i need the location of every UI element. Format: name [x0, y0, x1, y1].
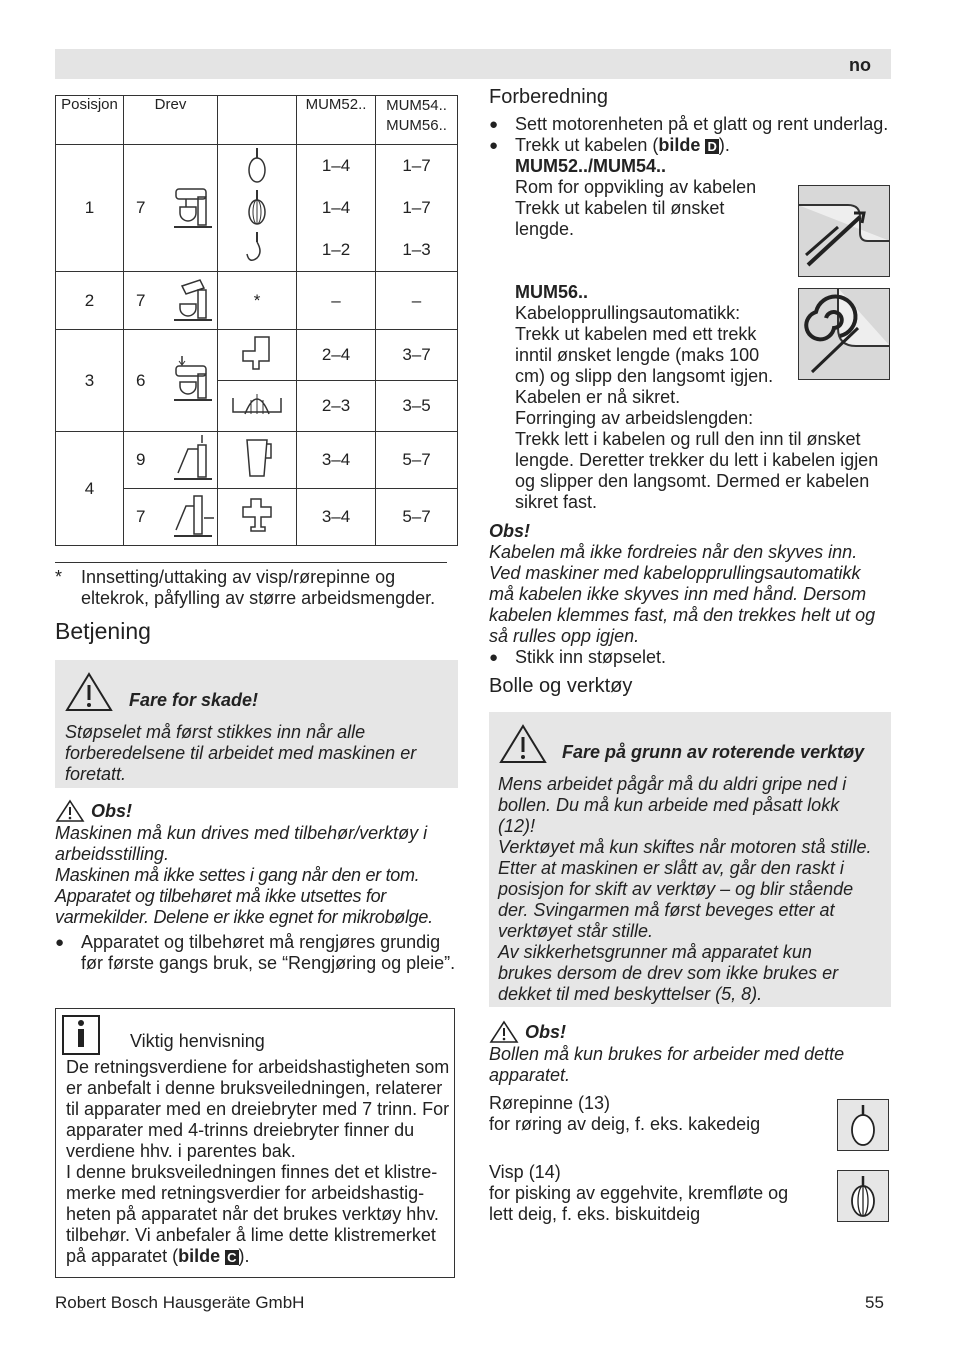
- tool-cell: [218, 489, 297, 546]
- mum56-title: MUM56..: [515, 282, 589, 302]
- position-cell: 1: [56, 145, 124, 272]
- mum52-cell: 2–3: [297, 381, 376, 432]
- drev-cell: [124, 489, 218, 546]
- forberedning-heading: Forberedning: [489, 86, 608, 108]
- rorepinne-text: for røring av deig, f. eks. kakedeig: [489, 1114, 761, 1134]
- tool-cell: [218, 330, 297, 381]
- speed-table: [55, 95, 458, 546]
- list-item: ● Sett motorenheten på et glatt og rent underlag.: [489, 114, 889, 135]
- speed-value: 1–4: [321, 198, 351, 217]
- figure-letter-badge: D: [707, 139, 717, 154]
- obs-title: Obs!: [91, 800, 133, 821]
- header-mum56: MUM56..: [386, 117, 447, 134]
- language-label: no: [849, 55, 871, 75]
- header-mum54: MUM54..: [386, 97, 447, 114]
- tool-cell: [218, 145, 297, 272]
- slicer-icon: [237, 333, 277, 373]
- mum52-cell: –: [297, 272, 376, 330]
- footnote: [55, 567, 455, 609]
- obs-title: Obs!: [489, 521, 531, 541]
- mum54-cell: –: [376, 272, 458, 330]
- meat-grinder-icon: [237, 495, 277, 535]
- machine-position-icon: [172, 183, 214, 233]
- drev-value: 9: [136, 450, 146, 469]
- header-bar: [55, 49, 891, 79]
- obs-text: Maskinen må kun drives med tilbehør/verktøy i arbeidsstilling.: [55, 823, 428, 864]
- obs-text: Kabelen må ikke fordreies når den skyves inn. Ved maskiner med kabelopprullingsautomatikk må kabelen ikke skyves inn med hånd. Dersom kabelen klemmes fast, må den trekkes helt ut og så rulles opp igjen.: [489, 542, 876, 646]
- footnote-text: Innsetting/uttaking av visp/rørepinne og eltekrok, påfylling av større arbeidsmengder.: [81, 567, 436, 608]
- info-text: [66, 1057, 450, 1267]
- warning-triangle-icon: [489, 1020, 519, 1044]
- warning-paragraph: Mens arbeidet pågår må du aldri gripe ned i bollen. Du må kun arbeide med påsatt lokk (12)!: [498, 774, 847, 836]
- mum54-cell: 5–7: [376, 489, 458, 546]
- visp-text: for pisking av eggehvite, kremfløte og lett deig, f. eks. biskuitdeig: [489, 1183, 789, 1224]
- info-paragraph: I denne bruksveiledningen finnes det et klistre-merke med retningsverdier for arbeidshastig-heten på apparatet når det brukes verktøy hhv. tilbehør. Vi anbefaler å lime dette klistremerket på apparatet (bilde C ).: [66, 1162, 439, 1266]
- drev-value: 7: [136, 507, 146, 526]
- footnote-mark: *: [55, 567, 63, 587]
- machine-top-drive-icon: [172, 435, 214, 485]
- page-number: 55: [865, 1293, 884, 1312]
- citrus-press-icon: [229, 384, 285, 424]
- obs-text: Bollen må kun brukes for arbeider med dette apparatet.: [489, 1044, 845, 1085]
- mum5254-title: MUM52../MUM54..: [515, 156, 667, 176]
- table-header-row: [56, 96, 458, 145]
- mum56-text: Trekk lett i kabelen og rull den inn til ønsket lengde. Deretter trekker du lett i kabelen igjen og slipper den langsomt. Dermed er kabelen sikret fast.: [515, 429, 879, 512]
- speed-value: 1–4: [321, 156, 351, 175]
- obs-title: Obs!: [525, 1021, 567, 1042]
- drev-cell: [124, 432, 218, 489]
- drev-cell: [124, 330, 218, 432]
- warning-paragraph: Verktøyet må kun skiftes når motoren stå stille. Etter at maskinen er slått av, går den raskt i posisjon for skift av verktøy – og blir stående der. Svingarmen må først beveges etter at verktøyet står stille.: [498, 837, 872, 941]
- cable-pull-illustration: [798, 185, 890, 277]
- warning-triangle-icon: [65, 672, 113, 712]
- whisk-icon: [837, 1170, 889, 1222]
- info-box: [55, 1008, 455, 1278]
- footer-company: Robert Bosch Hausgeräte GmbH: [55, 1293, 305, 1312]
- tool-cell: [218, 432, 297, 489]
- mum52-cell: 3–4: [297, 489, 376, 546]
- figure-letter-badge: C: [227, 1250, 237, 1265]
- betjening-heading: Betjening: [55, 618, 151, 644]
- table-row: [56, 145, 458, 272]
- tool-cell: *: [218, 272, 297, 330]
- speed-value: 1–3: [402, 240, 431, 259]
- blender-icon: [237, 434, 277, 482]
- warning-text: Støpselet må først stikkes inn når alle forberedelsene til arbeidet med maskinen er foretatt.: [65, 722, 417, 784]
- list-item: ● Stikk inn støpselet.: [489, 647, 889, 668]
- mum54-cell: [376, 145, 458, 272]
- mum54-cell: 3–7: [376, 330, 458, 381]
- mum52-cell: 3–4: [297, 432, 376, 489]
- warning-box: [489, 712, 891, 1007]
- tool-cell: [218, 381, 297, 432]
- warning-box: [55, 660, 458, 788]
- info-paragraph: De retningsverdiene for arbeidshastigheten som er anbefalt i denne bruksveiledningen, relaterer til apparater med en dreiebryter med 7 trinn. For apparater med 4-trinns dreiebryter finner du verdiene hhv. i parentes bak.: [66, 1057, 450, 1161]
- table-row: [56, 432, 458, 489]
- warning-text: [498, 774, 884, 1005]
- bolle-obs: [489, 1020, 889, 1086]
- drev-value: 7: [136, 198, 146, 217]
- drev-value: 6: [136, 370, 146, 390]
- drev-cell: [124, 272, 218, 330]
- machine-position-icon: [172, 356, 214, 406]
- rorepinne-title: Rørepinne (13): [489, 1093, 611, 1113]
- warning-triangle-icon: [55, 799, 85, 823]
- stirrer-icon: [837, 1099, 889, 1151]
- header-mum52: MUM52..: [297, 96, 376, 145]
- info-icon: [62, 1015, 100, 1055]
- forberedning-obs: [489, 521, 889, 668]
- mum54-cell: 5–7: [376, 432, 458, 489]
- warning-paragraph: Av sikkerhetsgrunner må apparatet kun brukes dersom de drev som ikke brukes er dekket til med beskyttelser (5, 8).: [498, 942, 839, 1004]
- position-cell: 3: [56, 330, 124, 432]
- visp-title: Visp (14): [489, 1162, 561, 1182]
- list-item: ● Trekk ut kabelen (bilde D ).: [489, 135, 889, 156]
- position-cell: 4: [56, 432, 124, 546]
- drev-cell: [124, 145, 218, 272]
- footnote-rule: [55, 562, 447, 563]
- warning-triangle-icon: [499, 724, 547, 764]
- speed-value: 1–7: [402, 156, 431, 175]
- header-posisjon: Posisjon: [56, 96, 124, 145]
- speed-value: 1–2: [321, 240, 351, 259]
- mum52-cell: [297, 145, 376, 272]
- mum56-text: Forringing av arbeidslengden:: [515, 408, 754, 428]
- visp-section: [489, 1162, 819, 1225]
- rorepinne-section: [489, 1093, 819, 1135]
- warning-title: Fare for skade!: [129, 690, 259, 710]
- table-row: [56, 272, 458, 330]
- obs-section: [55, 799, 460, 974]
- mum5254-text: Rom for oppvikling av kabelen Trekk ut kabelen til ønsket lengde.: [515, 177, 757, 239]
- header-drev: Drev: [124, 96, 218, 145]
- obs-text: Maskinen må ikke settes i gang når den er tom. Apparatet og tilbehøret må ikke utsettes for varmekilder. Delene er ikke egnet for mikrobølge.: [55, 865, 433, 927]
- info-title: Viktig henvisning: [130, 1031, 265, 1051]
- mum56-text: Kabelopprullingsautomatikk: Trekk ut kabelen med ett trekk inntil ønsket lengde (maks 100 cm) og slipp den langsomt igjen. Kabelen er nå sikret.: [515, 303, 774, 407]
- table-row: [56, 330, 458, 381]
- list-item: ● Apparatet og tilbehøret må rengjøres grundig før første gangs bruk, se “Rengjøring og pleie”.: [55, 932, 460, 974]
- speed-value: 1–7: [402, 198, 431, 217]
- header-tool: [218, 96, 297, 145]
- header-mum54-56: [376, 96, 458, 145]
- machine-side-drive-icon: [172, 492, 214, 542]
- bolle-heading: Bolle og verktøy: [489, 675, 633, 697]
- mum54-cell: 3–5: [376, 381, 458, 432]
- drev-value: 7: [136, 290, 146, 310]
- warning-title: Fare på grunn av roterende verktøy: [562, 742, 865, 762]
- machine-raised-icon: [172, 276, 214, 326]
- position-cell: 2: [56, 272, 124, 330]
- whisk-stirrer-icon: [237, 146, 277, 186]
- kneading-hook-icon: [237, 230, 277, 270]
- whisk-icon: [237, 188, 277, 228]
- cable-rewind-illustration: [798, 288, 890, 380]
- mum52-cell: 2–4: [297, 330, 376, 381]
